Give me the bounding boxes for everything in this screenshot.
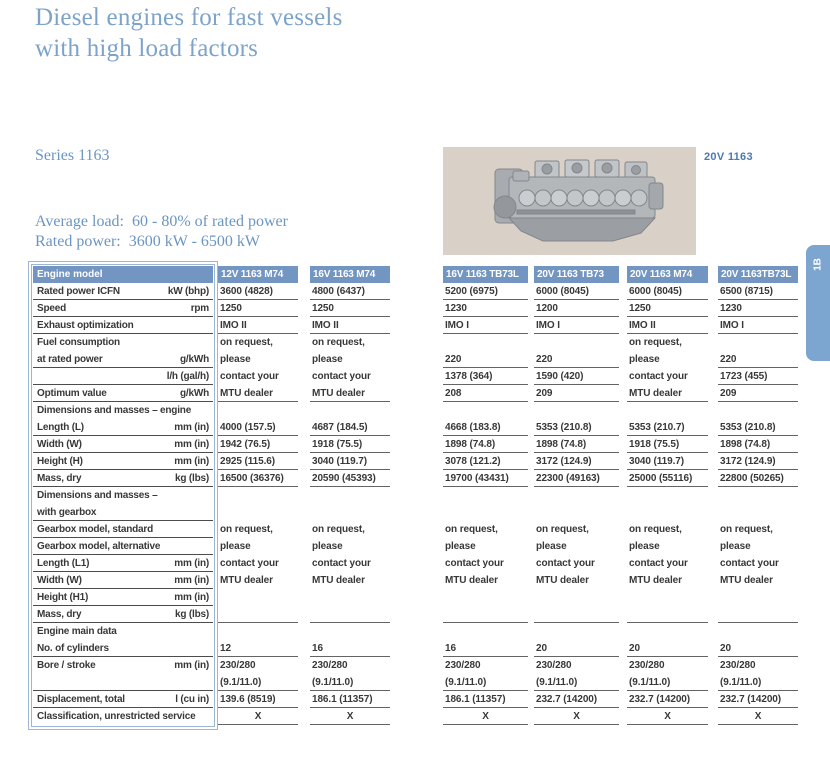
spec-cell: 22300 (49163)	[534, 470, 619, 487]
spec-cell: 6500 (8715)	[718, 283, 798, 300]
spec-cell: please	[312, 541, 343, 552]
spec-cell: (9.1/11.0)	[627, 674, 708, 691]
spec-cell: 19700 (43431)	[443, 470, 528, 487]
spec-cell: 16500 (36376)	[218, 470, 298, 487]
spec-cell: 186.1 (11357)	[443, 691, 528, 708]
spec-cell: 25000 (55116)	[627, 470, 708, 487]
spec-cell: 12	[218, 640, 298, 657]
table-corner-header-label: Engine model	[37, 269, 103, 280]
spec-cell: please	[220, 354, 251, 365]
spec-cell: please	[536, 541, 567, 552]
spec-cell	[218, 402, 298, 419]
row-label-text: Length (L)	[37, 421, 84, 433]
spec-cell	[718, 504, 798, 521]
spec-cell	[534, 504, 619, 521]
spec-cell: 209	[534, 385, 619, 402]
row-label-text: Exhaust optimization	[37, 319, 134, 331]
spec-cell: MTU dealer	[536, 575, 589, 586]
row-label	[33, 657, 213, 674]
spec-cell: IMO I	[718, 317, 798, 334]
row-label	[33, 283, 213, 300]
spec-cell: 6000 (8045)	[627, 283, 708, 300]
section-tab-label: 1B	[812, 258, 824, 271]
spec-cell: 139.6 (8519)	[218, 691, 298, 708]
spec-cell: contact your	[220, 371, 279, 382]
spec-cell: 3078 (121.2)	[443, 453, 528, 470]
spec-cell: 1250	[218, 300, 298, 317]
row-label	[33, 487, 213, 504]
row-label-text: Rated power ICFN	[37, 285, 120, 297]
engine-column-20v-1163-m74	[627, 266, 708, 725]
row-unit: g/kWh	[180, 387, 209, 399]
row-unit: kg (lbs)	[175, 472, 209, 484]
row-unit: mm (in)	[174, 591, 209, 603]
row-label-text: Height (H)	[37, 455, 83, 467]
row-label-text: Optimum value	[37, 387, 107, 399]
spec-cell: 230/280	[220, 660, 256, 671]
row-label	[33, 368, 213, 385]
spec-cell: contact your	[629, 371, 688, 382]
row-label-text: Gearbox model, standard	[37, 523, 153, 535]
spec-cell	[534, 334, 619, 351]
spec-cell: 1230	[443, 300, 528, 317]
spec-cell: 16	[443, 640, 528, 657]
spec-cell: MTU dealer	[218, 385, 298, 402]
row-unit: mm (in)	[174, 438, 209, 450]
spec-cell	[627, 402, 708, 419]
series-label: Series 1163	[35, 147, 110, 164]
spec-cell: on request,	[720, 524, 773, 535]
spec-cell: 1250	[627, 300, 708, 317]
spec-cell: contact your	[220, 558, 279, 569]
spec-cell: X	[627, 708, 708, 725]
spec-cell	[443, 504, 528, 521]
spec-cell: on request,	[445, 524, 498, 535]
rated-power-text: Rated power: 3600 kW - 6500 kW	[35, 233, 260, 250]
spec-cell	[443, 589, 528, 606]
row-label	[33, 385, 213, 402]
spec-cell: please	[220, 541, 251, 552]
spec-cell: 1590 (420)	[534, 368, 619, 385]
page-title	[35, 2, 343, 64]
spec-cell: 232.7 (14200)	[534, 691, 619, 708]
spec-cell: 1250	[310, 300, 390, 317]
spec-cell	[310, 623, 390, 640]
spec-cell: 232.7 (14200)	[627, 691, 708, 708]
spec-cell: IMO II	[310, 317, 390, 334]
column-header: 16V 1163 TB73L	[443, 266, 528, 283]
engine-photo	[443, 147, 696, 255]
spec-cell: 20	[718, 640, 798, 657]
spec-cell	[310, 487, 390, 504]
spec-cell: contact your	[720, 558, 779, 569]
spec-cell: MTU dealer	[629, 575, 682, 586]
spec-cell: 3040 (119.7)	[627, 453, 708, 470]
spec-cell: 20590 (45393)	[310, 470, 390, 487]
spec-cell	[218, 606, 298, 623]
spec-table-labels	[33, 266, 213, 725]
spec-cell: on request,	[312, 337, 365, 348]
spec-cell: 1918 (75.5)	[627, 436, 708, 453]
spec-cell: 3172 (124.9)	[718, 453, 798, 470]
spec-cell: MTU dealer	[310, 385, 390, 402]
spec-cell: 208	[443, 385, 528, 402]
row-label	[33, 402, 213, 419]
spec-cell: MTU dealer	[627, 385, 708, 402]
row-label	[33, 572, 213, 589]
spec-cell	[443, 623, 528, 640]
row-label-text: Bore / stroke	[37, 660, 96, 671]
spec-cell	[310, 606, 390, 623]
row-label	[33, 453, 213, 470]
spec-cell: 3600 (4828)	[218, 283, 298, 300]
spec-cell: X	[310, 708, 390, 725]
row-unit: kg (lbs)	[175, 608, 209, 620]
row-unit: kW (bhp)	[167, 285, 209, 297]
spec-cell	[627, 623, 708, 640]
spec-cell: X	[218, 708, 298, 725]
spec-cell: on request,	[629, 337, 682, 348]
spec-cell: MTU dealer	[445, 575, 498, 586]
spec-cell: 4000 (157.5)	[218, 419, 298, 436]
row-unit: l (cu in)	[175, 693, 209, 705]
spec-cell: 232.7 (14200)	[718, 691, 798, 708]
spec-cell: 4668 (183.8)	[443, 419, 528, 436]
row-label	[33, 317, 213, 334]
spec-cell: X	[443, 708, 528, 725]
spec-cell: (9.1/11.0)	[310, 674, 390, 691]
row-label-text: No. of cylinders	[37, 642, 109, 654]
row-label-text: Engine main data	[37, 626, 117, 637]
row-label-text: Dimensions and masses –	[37, 490, 158, 501]
engine-column-16v-1163-tb73l	[443, 266, 528, 725]
spec-cell: 230/280	[312, 660, 348, 671]
spec-cell: 2925 (115.6)	[218, 453, 298, 470]
spec-cell: 230/280	[720, 660, 756, 671]
spec-cell: MTU dealer	[720, 575, 773, 586]
engine-illustration	[443, 147, 696, 255]
page-title-line2: with high load factors	[35, 35, 259, 62]
spec-columns	[218, 266, 800, 725]
row-label-text: Width (W)	[37, 574, 82, 586]
row-unit: mm (in)	[174, 660, 209, 671]
spec-cell: 220	[718, 351, 798, 368]
spec-cell: 1723 (455)	[718, 368, 798, 385]
spec-cell	[218, 589, 298, 606]
row-label	[33, 589, 213, 606]
column-header: 20V 1163 M74	[627, 266, 708, 283]
column-header: 12V 1163 M74	[218, 266, 298, 283]
spec-cell	[443, 606, 528, 623]
row-label	[33, 334, 213, 351]
spec-cell: please	[312, 354, 343, 365]
spec-cell: IMO II	[218, 317, 298, 334]
engine-column-20v-1163tb73l	[718, 266, 798, 725]
spec-cell: X	[534, 708, 619, 725]
spec-cell: 220	[443, 351, 528, 368]
column-header: 16V 1163 M74	[310, 266, 390, 283]
spec-cell	[534, 589, 619, 606]
photo-caption: 20V 1163	[704, 151, 753, 163]
spec-cell: please	[445, 541, 476, 552]
row-label-text: with gearbox	[37, 506, 97, 518]
spec-cell: 16	[310, 640, 390, 657]
row-label	[33, 708, 213, 725]
row-unit: rpm	[190, 302, 209, 314]
average-load-text: Average load: 60 - 80% of rated power	[35, 213, 288, 230]
row-label-text: Classification, unrestricted service	[37, 711, 196, 722]
row-label	[33, 504, 213, 521]
row-label	[33, 351, 213, 368]
spec-cell: contact your	[312, 371, 371, 382]
row-label-text: at rated power	[37, 353, 103, 365]
spec-cell: MTU dealer	[220, 575, 273, 586]
spec-cell: (9.1/11.0)	[218, 674, 298, 691]
row-label	[33, 300, 213, 317]
spec-cell: 4800 (6437)	[310, 283, 390, 300]
spec-cell: contact your	[312, 558, 371, 569]
row-unit: mm (in)	[174, 455, 209, 467]
spec-cell	[310, 504, 390, 521]
spec-cell	[718, 589, 798, 606]
spec-cell: 230/280	[536, 660, 572, 671]
spec-cell: on request,	[220, 337, 273, 348]
section-tab	[806, 245, 830, 361]
row-unit: mm (in)	[174, 574, 209, 586]
engine-column-16v-1163-m74	[310, 266, 390, 725]
spec-cell: (9.1/11.0)	[718, 674, 798, 691]
spec-cell: 1378 (364)	[443, 368, 528, 385]
spec-cell: IMO II	[627, 317, 708, 334]
row-label-text: Length (L1)	[37, 557, 90, 569]
row-label-list	[33, 283, 213, 725]
spec-cell	[718, 487, 798, 504]
spec-cell	[443, 487, 528, 504]
spec-cell: on request,	[629, 524, 682, 535]
spec-cell: 20	[534, 640, 619, 657]
spec-cell: 220	[534, 351, 619, 368]
spec-cell: 1898 (74.8)	[443, 436, 528, 453]
engine-column-20v-1163-tb73	[534, 266, 619, 725]
spec-cell	[443, 334, 528, 351]
row-label-text: Speed	[37, 302, 67, 314]
spec-cell: 1200	[534, 300, 619, 317]
row-label	[33, 538, 213, 555]
spec-cell: 3172 (124.9)	[534, 453, 619, 470]
engine-column-12v-1163-m74	[218, 266, 298, 725]
column-header: 20V 1163TB73L	[718, 266, 798, 283]
row-label-text: Displacement, total	[37, 693, 125, 705]
row-unit: mm (in)	[174, 421, 209, 433]
spec-cell: MTU dealer	[312, 575, 365, 586]
spec-cell	[534, 606, 619, 623]
spec-cell: 1230	[718, 300, 798, 317]
row-label	[33, 640, 213, 657]
column-header: 20V 1163 TB73	[534, 266, 619, 283]
spec-cell: 5353 (210.7)	[627, 419, 708, 436]
spec-cell: contact your	[629, 558, 688, 569]
spec-cell	[718, 606, 798, 623]
spec-cell	[534, 487, 619, 504]
spec-cell: on request,	[536, 524, 589, 535]
row-label	[33, 555, 213, 572]
spec-cell: 186.1 (11357)	[310, 691, 390, 708]
row-label	[33, 691, 213, 708]
spec-cell: 3040 (119.7)	[310, 453, 390, 470]
row-unit: g/kWh	[180, 353, 209, 365]
row-label	[33, 623, 213, 640]
spec-cell: 1898 (74.8)	[718, 436, 798, 453]
spec-cell: 230/280	[629, 660, 665, 671]
row-label-text: Mass, dry	[37, 608, 82, 620]
row-label-text: Mass, dry	[37, 472, 82, 484]
spec-cell: 1898 (74.8)	[534, 436, 619, 453]
row-label	[33, 436, 213, 453]
spec-cell: 5353 (210.8)	[534, 419, 619, 436]
spec-cell	[443, 402, 528, 419]
spec-cell	[534, 402, 619, 419]
spec-cell	[218, 504, 298, 521]
spec-cell	[310, 589, 390, 606]
spec-cell	[627, 606, 708, 623]
page-title-line1: Diesel engines for fast vessels	[35, 4, 343, 31]
spec-cell: IMO I	[443, 317, 528, 334]
spec-cell	[627, 589, 708, 606]
spec-cell: 22800 (50265)	[718, 470, 798, 487]
row-label	[33, 521, 213, 538]
spec-cell: on request,	[220, 524, 273, 535]
spec-cell	[218, 623, 298, 640]
spec-cell: (9.1/11.0)	[443, 674, 528, 691]
spec-cell: X	[718, 708, 798, 725]
spec-cell	[627, 487, 708, 504]
row-unit: l/h (gal/h)	[166, 370, 209, 382]
spec-cell: 6000 (8045)	[534, 283, 619, 300]
spec-cell: 20	[627, 640, 708, 657]
row-label-text: Fuel consumption	[37, 337, 120, 348]
spec-cell: 1918 (75.5)	[310, 436, 390, 453]
spec-cell: please	[629, 354, 660, 365]
spec-cell: 4687 (184.5)	[310, 419, 390, 436]
spec-cell: please	[629, 541, 660, 552]
spec-cell: on request,	[312, 524, 365, 535]
spec-cell: 1942 (76.5)	[218, 436, 298, 453]
spec-cell	[310, 402, 390, 419]
spec-cell: contact your	[536, 558, 595, 569]
spec-cell: 5353 (210.8)	[718, 419, 798, 436]
spec-cell	[718, 334, 798, 351]
row-label	[33, 674, 213, 691]
row-label-text: Dimensions and masses – engine	[37, 405, 192, 416]
spec-cell	[718, 402, 798, 419]
row-label	[33, 470, 213, 487]
spec-cell: 230/280	[445, 660, 481, 671]
spec-cell: contact your	[445, 558, 504, 569]
row-label	[33, 419, 213, 436]
spec-cell: 5200 (6975)	[443, 283, 528, 300]
row-label-text: Width (W)	[37, 438, 82, 450]
spec-cell: IMO I	[534, 317, 619, 334]
spec-cell	[718, 623, 798, 640]
spec-cell	[627, 504, 708, 521]
row-label	[33, 606, 213, 623]
row-label-text: Gearbox model, alternative	[37, 540, 161, 552]
spec-cell	[534, 623, 619, 640]
spec-cell: please	[720, 541, 751, 552]
row-unit: mm (in)	[174, 557, 209, 569]
spec-cell: 209	[718, 385, 798, 402]
spec-cell	[218, 487, 298, 504]
spec-cell: (9.1/11.0)	[534, 674, 619, 691]
row-label-text: Height (H1)	[37, 591, 89, 603]
table-corner-header	[33, 266, 213, 283]
